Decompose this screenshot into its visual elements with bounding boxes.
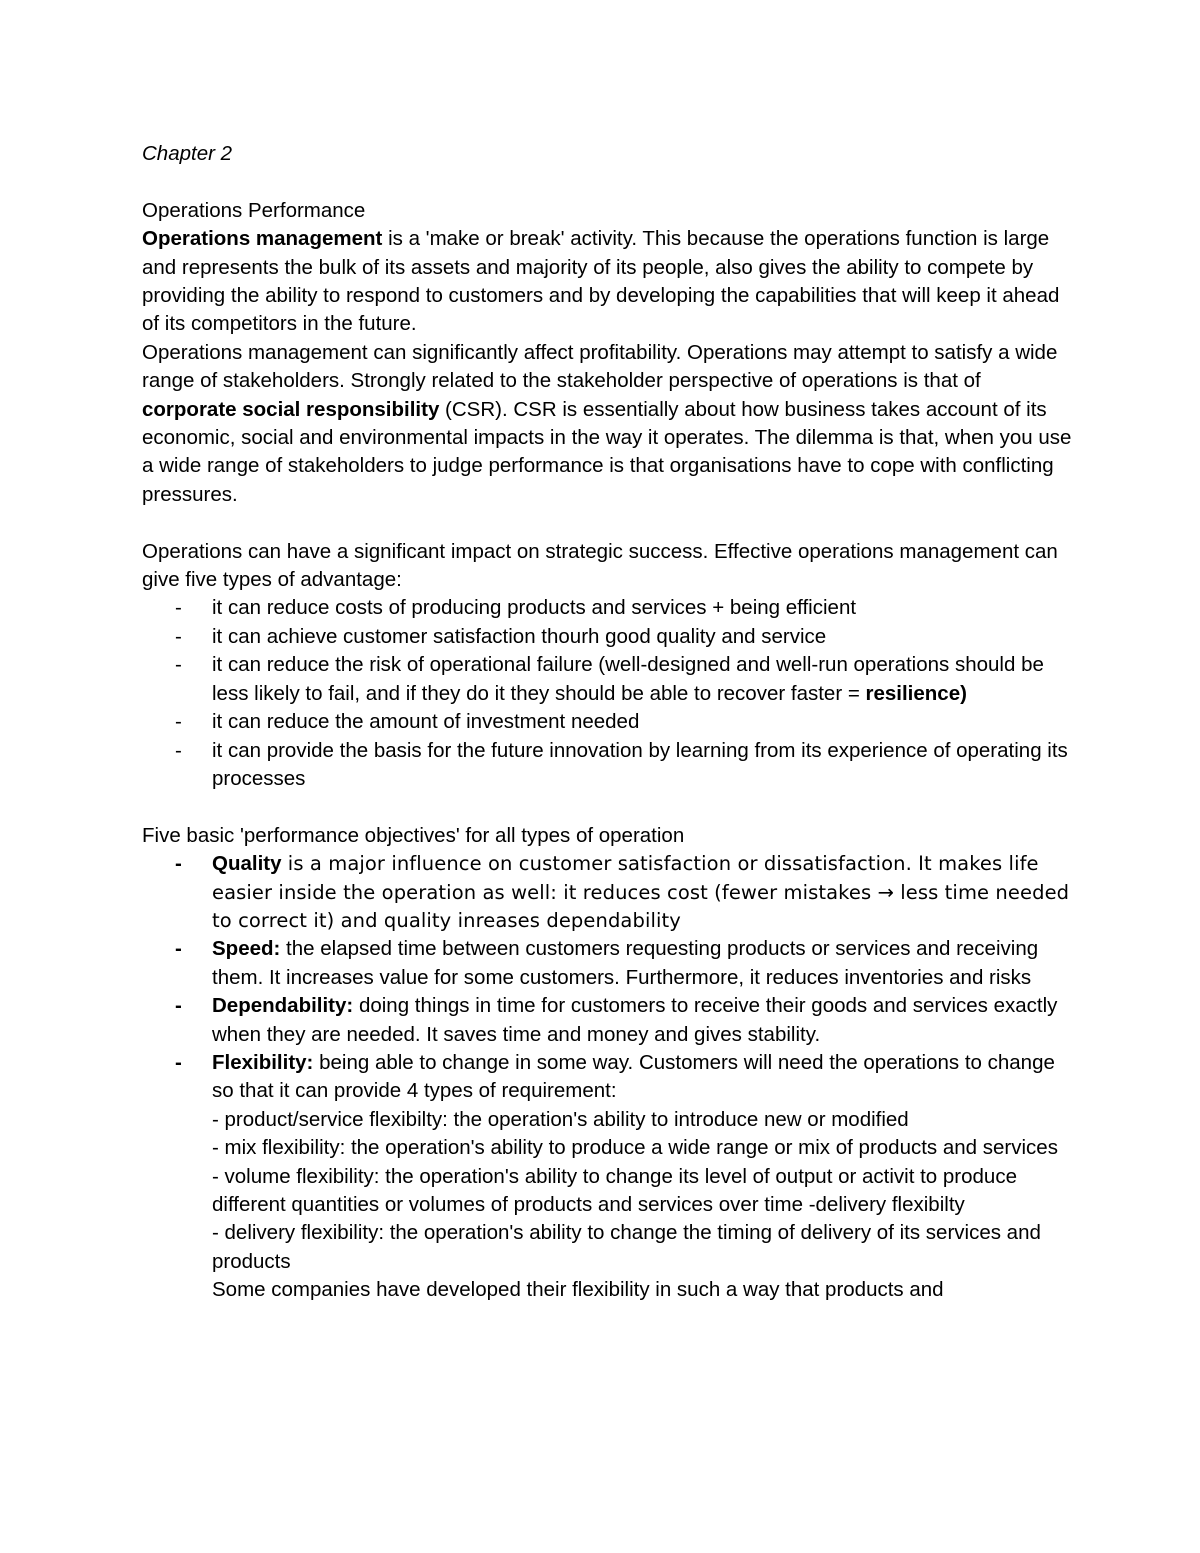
- list-item: [142, 651, 1072, 708]
- paragraph-text: Operations management can significantly affect profitability. Operations may attempt to satisfy a wide range of stakeholders. Strongly related to the stakeholder perspective of operations is that of: [142, 340, 1058, 393]
- objective-text: being able to change in some way. Customers will need the operations to change so that it can provide 4 types of requirement:: [212, 1050, 1055, 1103]
- term-quality: Quality: [212, 852, 282, 876]
- objective-dependability: [142, 992, 1072, 1049]
- objectives-list: [142, 850, 1072, 1305]
- paragraph-text: (CSR). CSR is essentially about how business takes account of its economic, social and environmental impacts in the way it operates. The dilemma is that, when you use a wide range of stakeholders to judge performance is that organisations have to cope with conflicting pressures.: [142, 397, 1072, 506]
- list-item: - it can reduce the amount of investment needed: [142, 708, 1072, 736]
- term-dependability: Dependability:: [212, 994, 354, 1018]
- paragraph-operations-management: [142, 225, 1072, 339]
- paragraph-profitability: [142, 339, 1072, 509]
- objective-quality: [142, 850, 1072, 935]
- paragraph-strategic-success: Operations can have a significant impact on strategic success. Effective operations management can give five types of advantage:: [142, 539, 1058, 592]
- spacer: [142, 793, 1072, 821]
- flexibility-product-service: - product/service flexibilty: the operation's ability to introduce new or modified: [212, 1107, 909, 1131]
- list-item: - it can achieve customer satisfaction thourh good quality and service: [142, 623, 1072, 651]
- chapter-heading: Chapter 2: [142, 142, 233, 165]
- term-flexibility: Flexibility:: [212, 1050, 314, 1074]
- list-item: - it can provide the basis for the future innovation by learning from its experience of operating its processes: [142, 737, 1072, 794]
- document-page: [142, 140, 1072, 1305]
- list-item: - it can reduce costs of producing products and services + being efficient: [142, 594, 1072, 622]
- term-csr: corporate social responsibility: [142, 397, 440, 421]
- flexibility-volume: - volume flexibility: the operation's ability to change its level of output or activit to produce different quantities or volumes of products and services over time -delivery flexibilty: [212, 1164, 1017, 1216]
- objective-text: is a major influence on customer satisfaction or dissatisfaction. It makes life easier inside the operation as well: it reduces cost (fewer mistakes → less time needed to correct it) and quality inreases dependability: [212, 852, 1070, 932]
- flexibility-delivery: - delivery flexibility: the operation's ability to change the timing of delivery of its services and products: [212, 1221, 1041, 1273]
- flexibility-closing: Some companies have developed their flexibility in such a way that products and: [212, 1278, 944, 1302]
- section-title: Operations Performance: [142, 198, 366, 222]
- objective-speed: [142, 935, 1072, 992]
- spacer: [142, 168, 1072, 196]
- paragraph-text: is a 'make or break' activity. This because the operations function is large and represents the bulk of its assets and majority of its people, also gives the ability to compete by providing the ability to respond to customers and by developing the capabilities that will keep it ahead of its competitors in the future.: [142, 227, 1060, 336]
- flexibility-mix: - mix flexibility: the operation's ability to produce a wide range or mix of products and services: [212, 1136, 1058, 1160]
- term-speed: Speed:: [212, 937, 281, 961]
- advantages-list: [142, 594, 1072, 793]
- objectives-intro: Five basic 'performance objectives' for all types of operation: [142, 823, 685, 847]
- spacer: [142, 509, 1072, 537]
- objective-text: the elapsed time between customers requesting products or services and receiving them. It increases value for some customers. Furthermore, it reduces inventories and risks: [212, 937, 1039, 989]
- term-resilience: resilience): [865, 681, 967, 705]
- objective-text: doing things in time for customers to receive their goods and services exactly when they are needed. It saves time and money and gives stability.: [212, 994, 1058, 1046]
- list-item-text: it can reduce the risk of operational failure (well-designed and well-run operations should be less likely to fail, and if they do it they should be able to recover faster =: [212, 653, 1044, 705]
- objective-flexibility: [142, 1049, 1072, 1305]
- term-operations-management: Operations management: [142, 227, 383, 251]
